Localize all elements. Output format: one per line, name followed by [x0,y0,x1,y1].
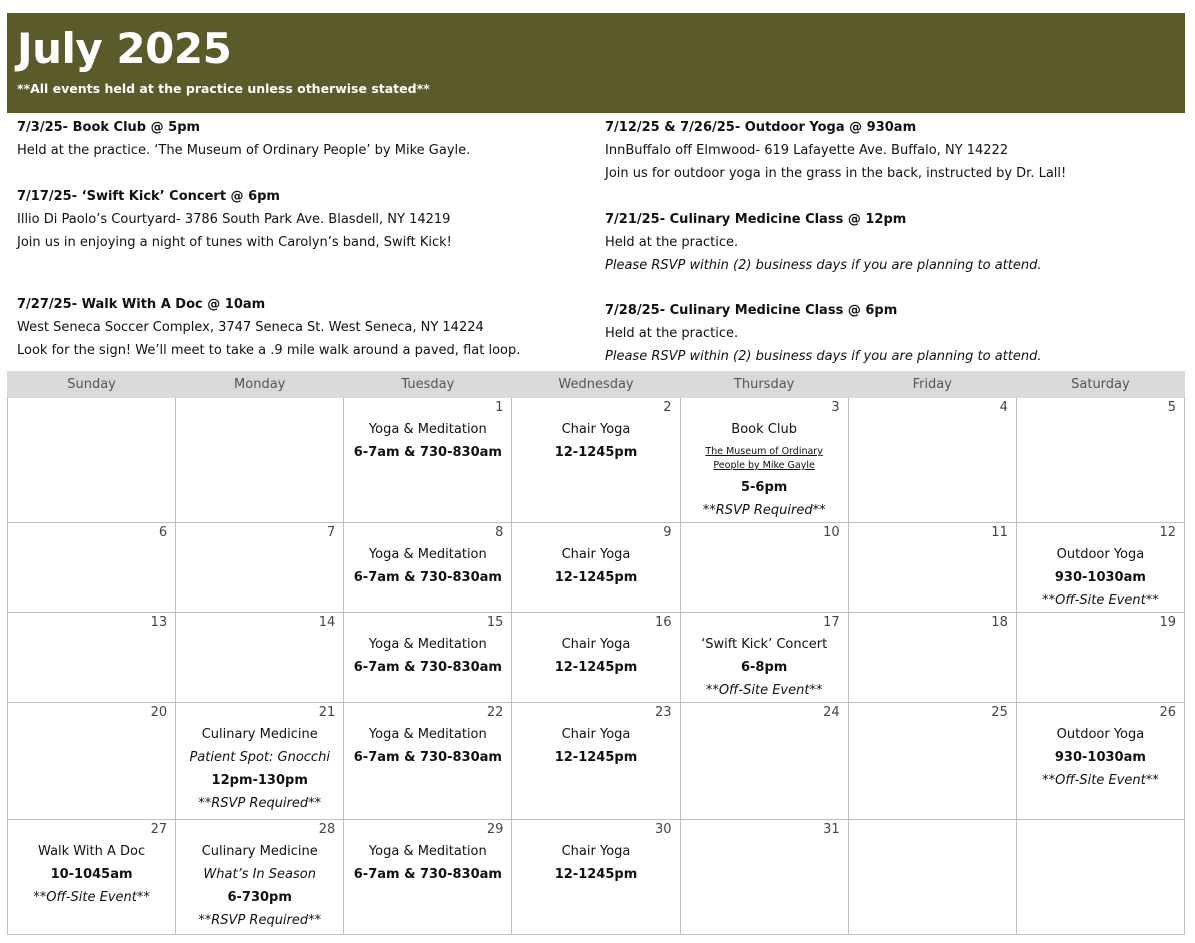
day-cell-content [681,613,848,702]
event-time: 6-7am & 730-830am [353,570,502,585]
day-number: 30 [655,822,672,837]
event-note: **RSVP Required** [702,503,826,518]
day-cell[interactable] [680,703,848,820]
day-cell-content [8,703,175,819]
event-name: Chair Yoga [561,727,631,742]
weekday-wednesday: Wednesday [512,372,680,398]
day-cell[interactable] [344,523,512,613]
day-cell[interactable] [8,820,176,935]
day-cell-content [512,703,679,819]
day-cell-content [1017,398,1184,522]
day-cell[interactable] [680,820,848,935]
day-number: 24 [823,705,840,720]
day-cell-content [176,523,343,612]
day-cell-content [1017,820,1184,934]
weekday-friday: Friday [848,372,1016,398]
event-detail: Join us in enjoying a night of tunes with Carolyn’s band, Swift Kick! [17,235,452,250]
event-time: 12-1245pm [554,750,638,765]
day-cell[interactable] [1016,613,1184,703]
event-name: Outdoor Yoga [1056,547,1145,562]
event-name: ‘Swift Kick’ Concert [701,637,828,652]
day-cell-content [8,820,175,934]
day-number: 14 [318,615,336,630]
day-number: 18 [991,615,1008,630]
day-number: 2 [663,400,672,415]
event-time: 6-7am & 730-830am [353,750,502,765]
event-name: Book Club [731,422,797,437]
day-cell[interactable] [848,398,1016,523]
event-name: Culinary Medicine [201,844,318,859]
event-time: 12-1245pm [554,660,638,675]
event-book-title[interactable]: The Museum of Ordinary People by Mike Gayle [705,446,823,471]
event-heading: 7/21/25- Culinary Medicine Class @ 12pm [605,212,907,227]
day-number: 20 [150,705,168,720]
event-detail: Held at the practice. ‘The Museum of Ordinary People’ by Mike Gayle. [17,143,471,158]
day-cell[interactable] [680,398,848,523]
event-culinary-medicine-21 [605,208,1041,277]
day-cell[interactable] [848,703,1016,820]
day-number: 17 [823,615,840,630]
event-heading: 7/17/25- ‘Swift Kick’ Concert @ 6pm [17,189,280,204]
event-name: Yoga & Meditation [368,844,487,859]
weekday-thursday: Thursday [680,372,848,398]
day-cell-content [849,523,1016,612]
event-name: Chair Yoga [561,422,631,437]
day-cell[interactable] [1016,703,1184,820]
event-detail: InnBuffalo off Elmwood- 619 Lafayette Ave. Buffalo, NY 14222 [605,143,1009,158]
day-cell[interactable] [1016,398,1184,523]
day-cell[interactable] [8,703,176,820]
day-cell[interactable] [176,820,344,935]
day-cell[interactable] [1016,523,1184,613]
day-cell[interactable] [512,613,680,703]
event-time: 12pm-130pm [211,773,308,788]
event-time: 6-7am & 730-830am [353,660,502,675]
weekday-tuesday: Tuesday [344,372,512,398]
day-number: 19 [1159,615,1176,630]
day-cell[interactable] [512,703,680,820]
day-cell-content [344,523,511,612]
day-number: 22 [486,705,504,720]
day-cell[interactable] [176,523,344,613]
day-cell-content [176,613,343,702]
event-note: **RSVP Required** [198,913,322,928]
day-number: 11 [991,525,1008,540]
week-row [8,398,1185,523]
event-name: Chair Yoga [561,547,631,562]
event-note: **Off-Site Event** [705,683,823,698]
event-rsvp-note: Please RSVP within (2) business days if you are planning to attend. [605,349,1042,364]
day-cell-content [512,523,679,612]
event-name: Yoga & Meditation [368,637,487,652]
event-name: Culinary Medicine [201,727,318,742]
day-cell-content [8,398,175,522]
event-heading: 7/27/25- Walk With A Doc @ 10am [17,297,266,312]
page-title: July 2025 [17,24,232,73]
day-cell-content [344,820,511,934]
day-cell[interactable] [848,820,1016,935]
event-name: Chair Yoga [561,844,631,859]
day-number: 15 [486,615,504,630]
day-number: 6 [158,525,168,540]
event-detail: West Seneca Soccer Complex, 3747 Seneca St. West Seneca, NY 14224 [17,320,484,335]
event-detail: Look for the sign! We’ll meet to take a .9 mile walk around a paved, flat loop. [17,343,521,358]
event-time: 6-730pm [227,890,292,905]
day-number: 8 [495,525,504,540]
event-name: Yoga & Meditation [368,547,487,562]
event-note: What’s In Season [203,867,316,882]
day-cell-content [681,523,848,612]
event-detail: Illio Di Paolo’s Courtyard- 3786 South Park Ave. Blasdell, NY 14219 [17,212,451,227]
day-number: 29 [486,822,504,837]
day-number: 5 [1167,400,1176,415]
day-number: 26 [1159,705,1176,720]
event-time: 6-7am & 730-830am [353,445,502,460]
week-row [8,820,1185,935]
event-name: Walk With A Doc [38,844,146,859]
week-row [8,613,1185,703]
day-number: 16 [655,615,672,630]
day-cell-content [512,613,679,702]
event-time: 6-8pm [740,660,788,675]
day-cell[interactable] [512,523,680,613]
event-time: 12-1245pm [554,867,638,882]
event-culinary-medicine-28 [605,299,1041,368]
calendar-grid [7,371,1185,935]
event-detail: Join us for outdoor yoga in the grass in the back, instructed by Dr. Lall! [605,166,1067,181]
event-name: Yoga & Meditation [368,422,487,437]
day-number: 28 [318,822,336,837]
event-heading: 7/12/25 & 7/26/25- Outdoor Yoga @ 930am [605,120,917,135]
day-number: 21 [318,705,336,720]
day-cell-content [8,613,175,702]
day-cell-content [344,613,511,702]
event-rsvp-note: Please RSVP within (2) business days if you are planning to attend. [605,258,1042,273]
day-cell-content [849,703,1016,819]
day-cell-content [344,398,511,522]
event-note: **RSVP Required** [198,796,322,811]
day-cell-content [849,820,1016,934]
event-book-club [17,116,470,162]
day-cell-content [512,398,679,522]
day-cell-content [849,613,1016,702]
day-number: 4 [999,400,1008,415]
day-cell-content [681,703,848,819]
day-cell[interactable] [8,523,176,613]
day-cell[interactable] [176,398,344,523]
day-cell-content [176,398,343,522]
month-banner [7,13,1185,113]
day-number: 23 [655,705,672,720]
day-cell-content [176,820,343,934]
weekday-sunday: Sunday [8,372,176,398]
event-heading: 7/28/25- Culinary Medicine Class @ 6pm [605,303,898,318]
weekday-monday: Monday [176,372,344,398]
day-cell-content [1017,703,1184,819]
day-cell[interactable] [512,398,680,523]
day-number: 10 [823,525,840,540]
day-cell-content [681,820,848,934]
day-cell[interactable] [344,398,512,523]
day-cell-content [849,398,1016,522]
day-cell[interactable] [680,613,848,703]
day-cell-content [681,398,848,522]
weekday-header-row [8,372,1185,398]
event-walk-with-a-doc [17,293,520,362]
day-number: 3 [831,400,840,415]
event-note: **Off-Site Event** [1042,773,1159,788]
day-cell-content [8,523,175,612]
event-time: 5-6pm [740,480,788,495]
day-number: 1 [495,400,504,415]
day-cell[interactable] [848,613,1016,703]
day-cell-content [344,703,511,819]
day-cell[interactable] [848,523,1016,613]
event-note: Patient Spot: Gnocchi [189,750,330,765]
day-number: 13 [150,615,168,630]
day-number: 31 [823,822,840,837]
day-cell[interactable] [176,703,344,820]
event-detail: Held at the practice. [605,235,739,250]
week-row [8,703,1185,820]
day-cell[interactable] [8,613,176,703]
day-number: 25 [991,705,1008,720]
day-cell-content [1017,523,1184,612]
day-cell-content [512,820,679,934]
day-cell-content [1017,613,1184,702]
day-cell[interactable] [344,703,512,820]
day-cell[interactable] [680,523,848,613]
week-row [8,523,1185,613]
event-name: Chair Yoga [561,637,631,652]
day-cell[interactable] [176,613,344,703]
event-note: **Off-Site Event** [1042,593,1159,608]
day-cell[interactable] [512,820,680,935]
event-name: Outdoor Yoga [1056,727,1145,742]
event-name: Yoga & Meditation [368,727,487,742]
day-cell[interactable] [344,820,512,935]
event-time: 930-1030am [1054,750,1146,765]
day-cell[interactable] [1016,820,1184,935]
day-number: 9 [663,525,672,540]
day-cell[interactable] [8,398,176,523]
event-heading: 7/3/25- Book Club @ 5pm [17,120,201,135]
event-outdoor-yoga [605,116,1066,185]
event-detail: Held at the practice. [605,326,739,341]
event-swift-kick [17,185,452,254]
day-number: 7 [327,525,336,540]
event-time: 10-1045am [50,867,133,882]
page-subtitle: **All events held at the practice unless otherwise stated** [17,81,430,96]
event-note: **Off-Site Event** [33,890,150,905]
day-cell-content [176,703,343,819]
day-number: 27 [150,822,168,837]
event-time: 6-7am & 730-830am [353,867,502,882]
event-descriptions [0,116,1195,371]
event-time: 12-1245pm [554,445,638,460]
day-cell[interactable] [344,613,512,703]
event-time: 12-1245pm [554,570,638,585]
weekday-saturday: Saturday [1016,372,1184,398]
event-time: 930-1030am [1054,570,1146,585]
day-number: 12 [1159,525,1176,540]
